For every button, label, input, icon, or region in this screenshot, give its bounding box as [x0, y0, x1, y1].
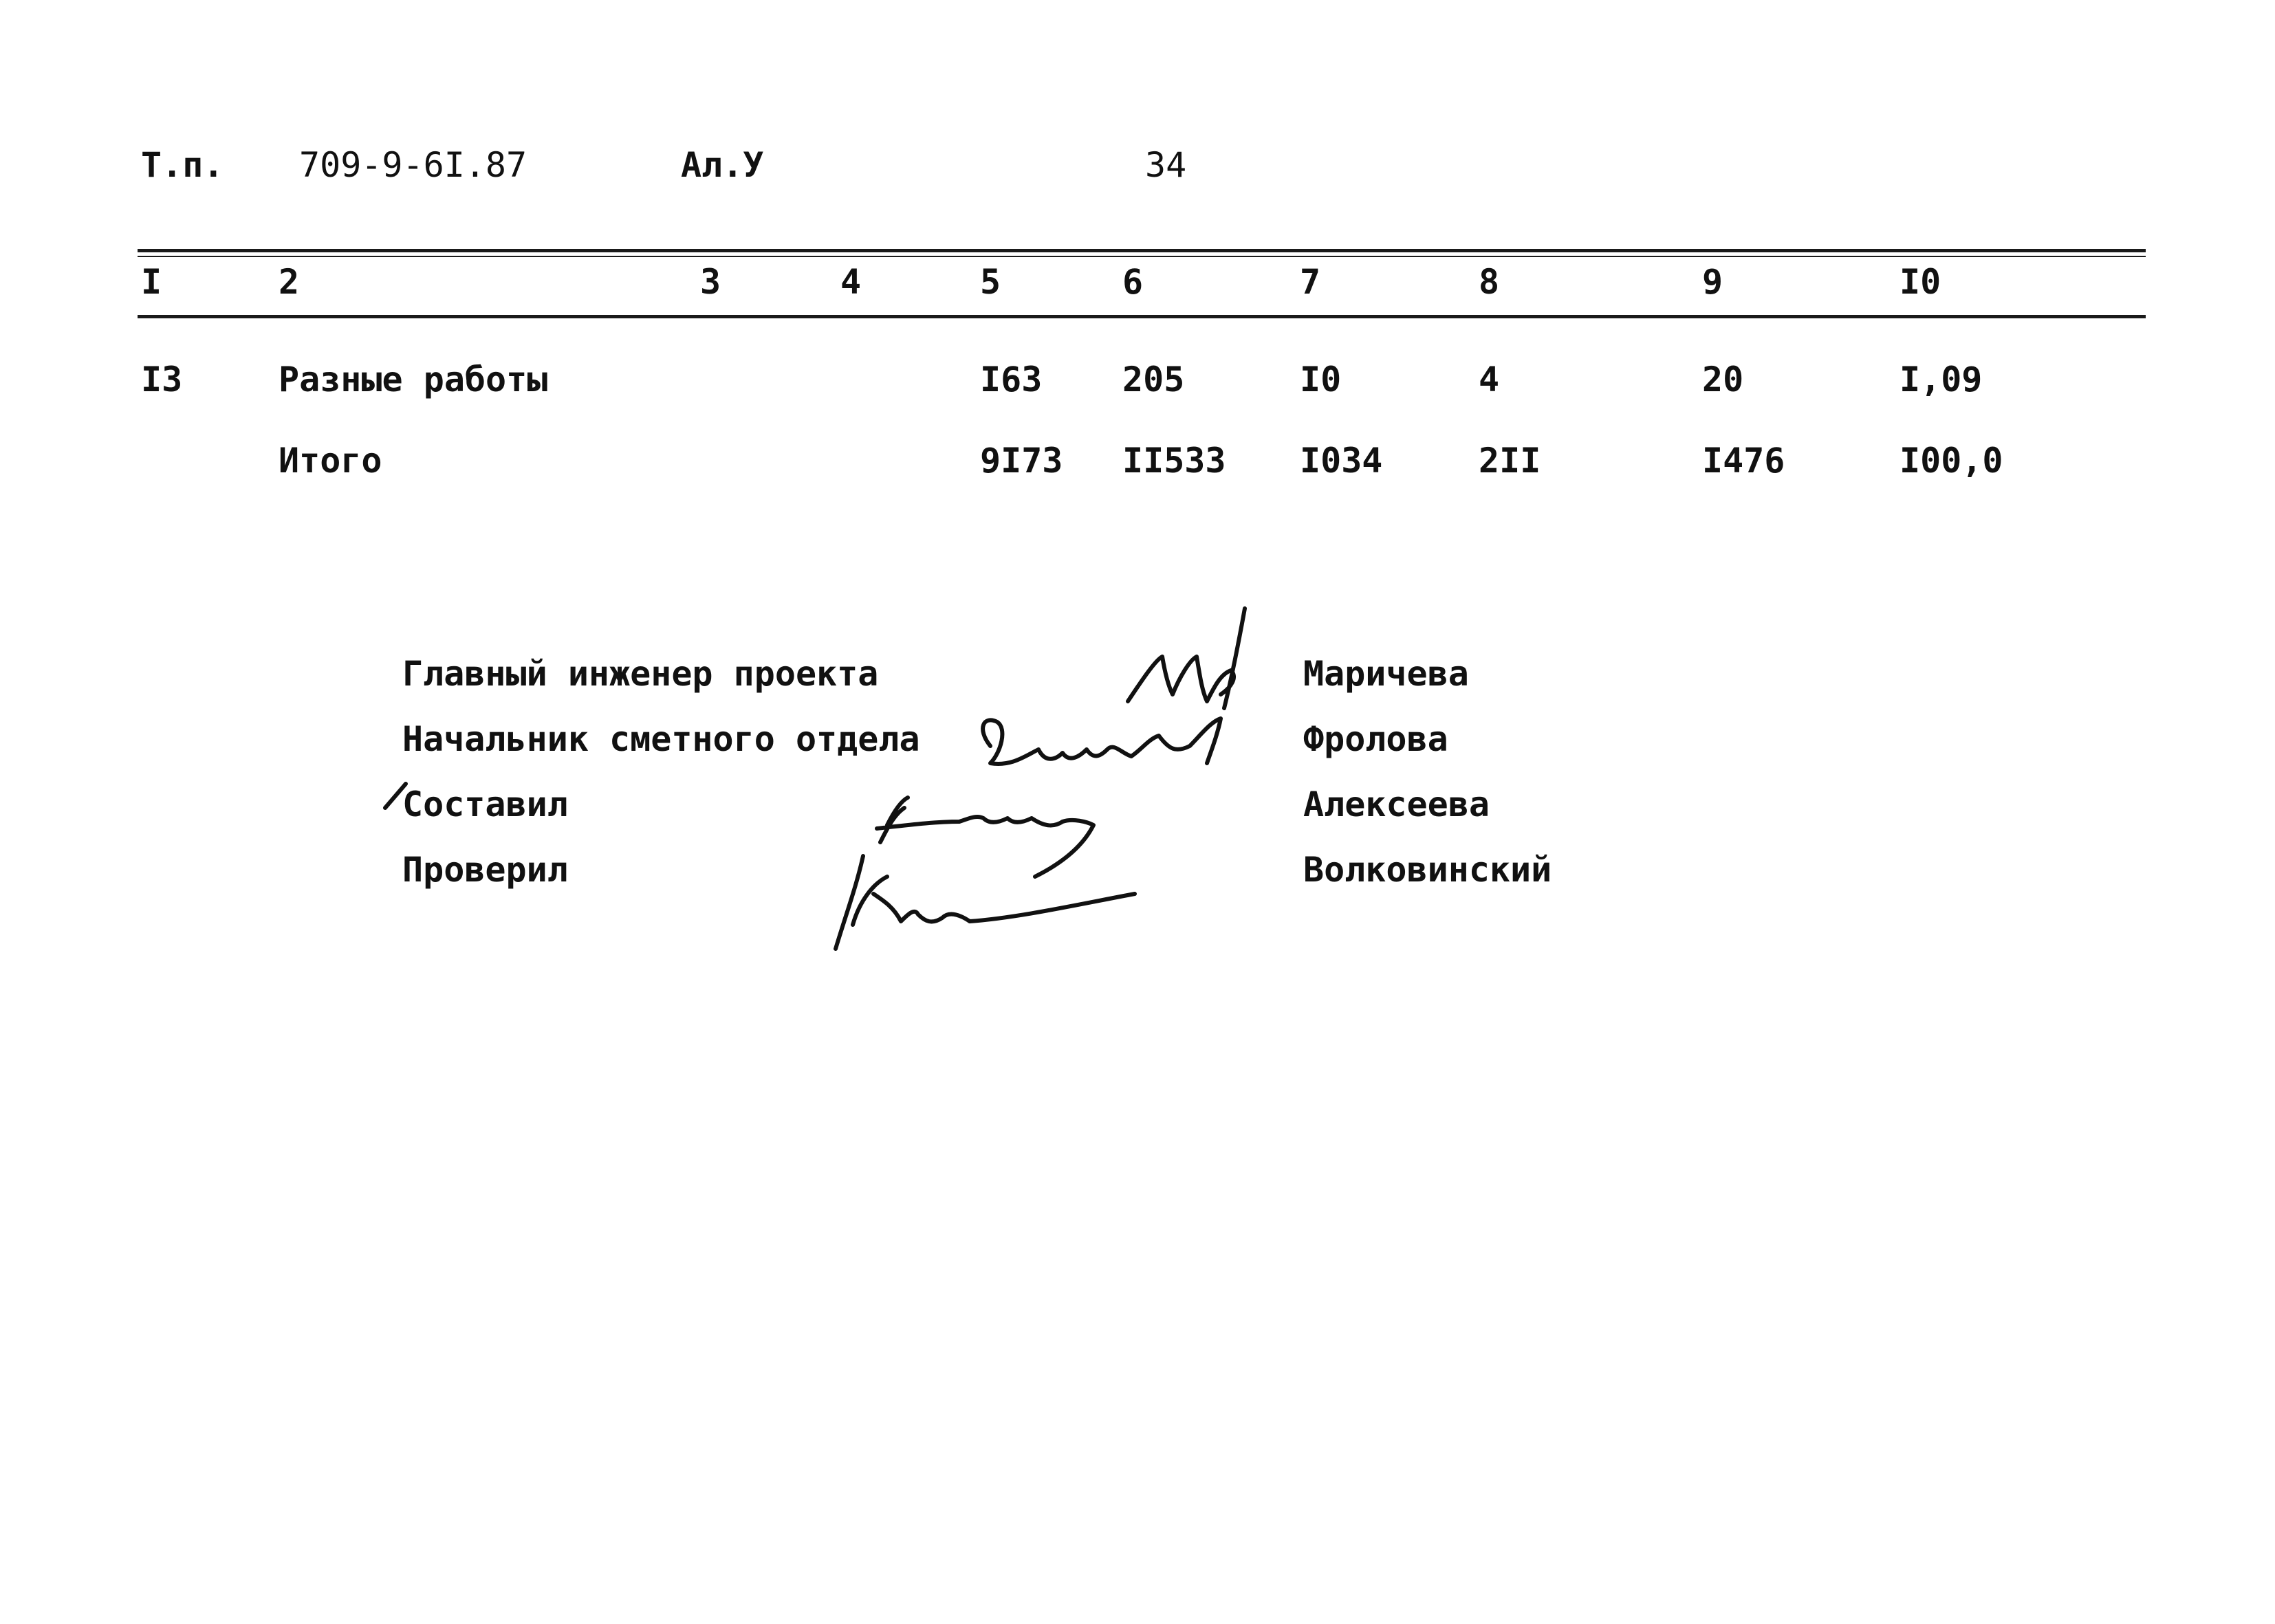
column-number: 5 — [980, 262, 1001, 302]
album-label: Ал.У — [681, 145, 764, 185]
cell-col7: I034 — [1300, 441, 1383, 481]
page-number: 34 — [1145, 145, 1187, 185]
row-name: Разные работы — [279, 360, 548, 399]
signatory-name: Фролова — [1303, 719, 1448, 759]
column-number: I — [141, 262, 162, 302]
signature-volkovinsky — [836, 856, 1135, 949]
doc-prefix: Т.п. — [141, 145, 224, 185]
cell-col6: 205 — [1122, 360, 1185, 399]
cell-col8: 4 — [1479, 360, 1500, 399]
signature-role: Проверил — [402, 850, 568, 890]
column-number: 2 — [279, 262, 300, 302]
signature-role: Начальник сметного отдела — [402, 719, 920, 759]
row-name: Итого — [279, 441, 382, 481]
column-number: I0 — [1900, 262, 1941, 302]
cell-col7: I0 — [1300, 360, 1342, 399]
cell-col6: II533 — [1122, 441, 1226, 481]
signature-role: Составил — [402, 784, 568, 824]
cell-col10: I,09 — [1900, 360, 1983, 399]
cell-col10: I00,0 — [1900, 441, 2003, 481]
cell-col8: 2II — [1479, 441, 1541, 481]
cell-col5: 9I73 — [980, 441, 1063, 481]
signature-marichev — [1128, 608, 1245, 708]
signatory-name: Алексеева — [1303, 784, 1490, 824]
column-number: 6 — [1122, 262, 1144, 302]
tick-mark — [385, 784, 406, 808]
cell-col5: I63 — [980, 360, 1043, 399]
signature-role: Главный инженер проекта — [402, 654, 879, 694]
signature-frolova — [983, 718, 1221, 764]
column-number: 7 — [1300, 262, 1321, 302]
signatory-name: Волковинский — [1303, 850, 1552, 890]
column-number: 4 — [840, 262, 862, 302]
row-number: I3 — [141, 360, 183, 399]
column-number: 8 — [1479, 262, 1500, 302]
cell-col9: 20 — [1702, 360, 1744, 399]
signatory-name: Маричева — [1303, 654, 1469, 694]
project-code: 709-9-6I.87 — [299, 145, 527, 185]
cell-col9: I476 — [1702, 441, 1785, 481]
column-number: 3 — [700, 262, 721, 302]
signature-alekseeva — [877, 798, 1093, 877]
column-number: 9 — [1702, 262, 1723, 302]
